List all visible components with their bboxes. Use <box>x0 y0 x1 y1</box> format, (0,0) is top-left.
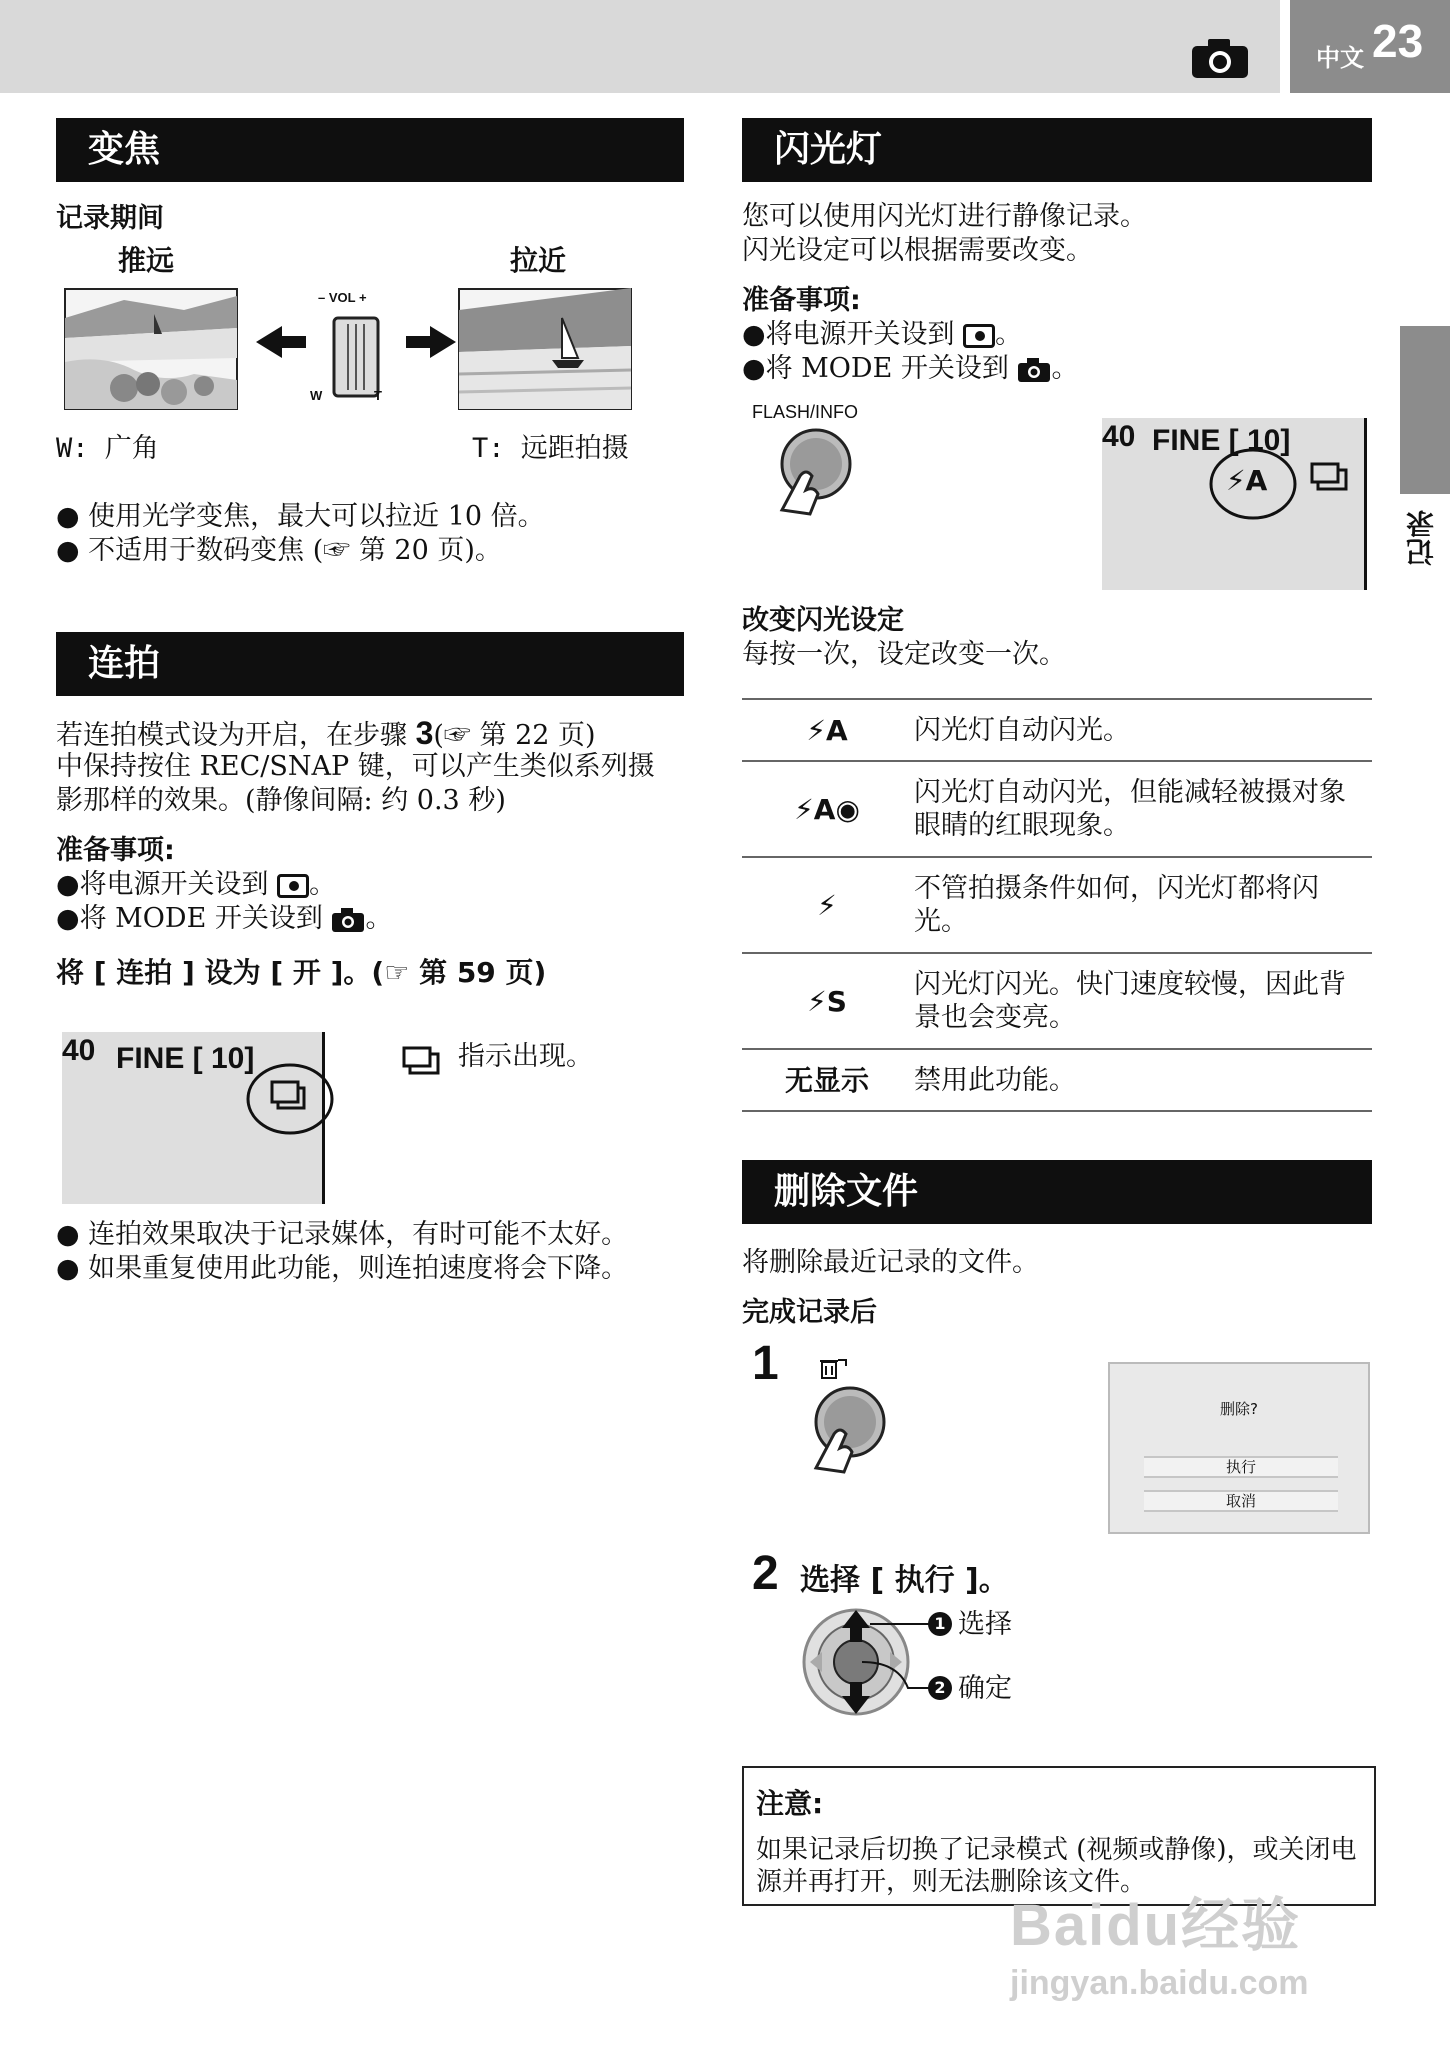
step-2-number: 2 <box>752 1547 779 1600</box>
camera-icon <box>1017 357 1051 383</box>
burst-intro-text-a: 若连拍模式设为开启，在步骤 <box>56 720 416 751</box>
flash-forced-icon: ⚡ <box>742 857 912 953</box>
burst-indicator-text: 指示出现。 <box>458 1041 593 1072</box>
lever-t-label: T <box>374 388 382 403</box>
during-recording-label: 记录期间 <box>56 203 164 234</box>
wide-caption: W: 广角 <box>56 433 159 464</box>
table-row <box>742 761 1372 857</box>
flash-prep-title: 准备事项: <box>742 285 861 316</box>
callout-confirm: 确定 <box>958 1673 1012 1704</box>
burst-instruction: 将 [ 连拍 ] 设为 [ 开 ]。(☞ 第 59 页) <box>56 956 547 989</box>
table-row <box>742 857 1372 953</box>
zoom-bullet-1-text: 使用光学变焦，最大可以拉近 10 倍。 <box>88 501 545 532</box>
burst-note-1: ● 连拍效果取决于记录媒体，有时可能不太好。 <box>56 1219 629 1250</box>
flash-mode-desc: 闪光灯自动闪光，但能减轻被摄对象眼睛的红眼现象。 <box>912 761 1372 857</box>
tele-caption: T: 远距拍摄 <box>472 433 629 464</box>
zoom-in-label: 拉近 <box>510 244 567 277</box>
burst-intro-line-3: 影那样的效果。(静像间隔: 约 0.3 秒) <box>56 785 506 816</box>
change-flash-desc: 每按一次，设定改变一次。 <box>742 639 1066 670</box>
record-mode-icon <box>277 874 309 898</box>
cancel-option[interactable]: 取消 <box>1144 1490 1338 1512</box>
delete-button[interactable] <box>804 1382 894 1482</box>
flash-mode-desc: 禁用此功能。 <box>912 1049 1372 1111</box>
language-label: 中文 <box>1316 44 1364 72</box>
change-flash-title: 改变闪光设定 <box>742 605 904 636</box>
delete-section-title: 删除文件 <box>742 1160 1372 1224</box>
burst-prep-2: ●将 MODE 开关设到 。 <box>56 903 393 934</box>
flash-intro-1: 您可以使用闪光灯进行静像记录。 <box>742 201 1147 232</box>
burst-mode-icon <box>402 1046 442 1076</box>
burst-prep-1-text: 将电源开关设到 <box>79 869 278 900</box>
burst-step-number: 3 <box>415 715 434 751</box>
lcd-flash-mode: ⚡A <box>1226 464 1268 497</box>
flash-prep-2: ●将 MODE 开关设到 。 <box>742 353 1079 384</box>
lcd-edge <box>1364 418 1367 590</box>
zoom-out-label: 推远 <box>118 244 175 277</box>
lcd-quality: FINE [ 10] <box>1152 424 1291 457</box>
flash-auto-icon: ⚡A <box>742 699 912 761</box>
lcd-counter: 40 <box>1102 420 1136 453</box>
flash-section-title: 闪光灯 <box>742 118 1372 182</box>
camera-icon <box>1190 36 1250 80</box>
after-recording-label: 完成记录后 <box>742 1297 877 1328</box>
burst-prep-title: 准备事项: <box>56 835 175 866</box>
burst-note-2-text: 如果重复使用此功能，则连拍速度将会下降。 <box>88 1253 629 1284</box>
burst-intro-line-1 <box>56 716 686 753</box>
flash-prep-1: ●将电源开关设到 。 <box>742 319 1023 350</box>
watermark-line-2: jingyan.baidu.com <box>1010 1964 1309 2002</box>
note-body: 如果记录后切换了记录模式 (视频或静像)，或关闭电源并再打开，则无法删除该文件。 <box>756 1835 1357 1897</box>
baidu-watermark <box>1010 1878 1308 2003</box>
flash-mode-desc: 闪光灯自动闪光。 <box>912 699 1372 761</box>
lever-w-label: W <box>310 388 323 403</box>
burst-intro-line-2: 中保持按住 REC/SNAP 键，可以产生类似系列摄 <box>56 751 655 782</box>
flash-redeye-icon: ⚡A◉ <box>742 761 912 857</box>
telephoto-scene-image <box>458 288 632 410</box>
delete-confirm-dialog <box>1108 1362 1370 1534</box>
flash-intro-2: 闪光设定可以根据需要改变。 <box>742 235 1093 266</box>
step-2-text: 选择 [ 执行 ]。 <box>800 1563 1009 1598</box>
page-number-box <box>1290 0 1450 93</box>
zoom-bullet-2-text: 不适用于数码变焦 (☞ 第 20 页)。 <box>88 535 502 566</box>
burst-section-title: 连拍 <box>56 632 684 696</box>
step-1-number: 1 <box>752 1337 779 1390</box>
lcd-quality: FINE [ 10] <box>116 1042 255 1075</box>
flash-prep-2-text: 将 MODE 开关设到 <box>765 353 1018 384</box>
burst-indicator-highlight <box>244 1062 336 1136</box>
note-title: 注意: <box>756 1787 824 1820</box>
zoom-bullet-1: ● 使用光学变焦，最大可以拉近 10 倍。 <box>56 501 545 532</box>
side-tab <box>1400 326 1450 494</box>
flash-mode-desc: 不管拍摄条件如何，闪光灯都将闪光。 <box>912 857 1372 953</box>
page-number: 23 <box>1372 15 1424 67</box>
zoom-bullet-2: ● 不适用于数码变焦 (☞ 第 20 页)。 <box>56 535 502 566</box>
flash-prep-1-text: 将电源开关设到 <box>765 319 964 350</box>
callout-number-1: 1 <box>928 1612 952 1636</box>
side-tab-label: 记录 <box>1405 510 1438 566</box>
camera-icon <box>331 907 365 933</box>
callout-number-2: 2 <box>928 1676 952 1700</box>
vol-label: – VOL + <box>318 290 367 305</box>
table-row <box>742 699 1372 761</box>
delete-desc: 将删除最近记录的文件。 <box>742 1247 1039 1278</box>
burst-note-2: ● 如果重复使用此功能，则连拍速度将会下降。 <box>56 1253 629 1284</box>
record-mode-icon <box>963 324 995 348</box>
delete-question: 删除? <box>1220 1400 1258 1418</box>
burst-mode-icon <box>1310 462 1350 492</box>
lcd-counter: 40 <box>62 1034 96 1067</box>
table-row <box>742 1049 1372 1111</box>
trash-icon <box>818 1356 848 1380</box>
burst-note-1-text: 连拍效果取决于记录媒体，有时可能不太好。 <box>88 1219 629 1250</box>
burst-prep-1: ●将电源开关设到 。 <box>56 869 337 900</box>
execute-option[interactable]: 执行 <box>1144 1456 1338 1478</box>
flash-off-label: 无显示 <box>742 1049 912 1111</box>
burst-prep-2-text: 将 MODE 开关设到 <box>79 903 332 934</box>
header-bar <box>0 0 1280 93</box>
wide-angle-scene-image <box>64 288 238 410</box>
callout-select: 选择 <box>958 1609 1012 1640</box>
zoom-section-title: 变焦 <box>56 118 684 182</box>
flash-slow-sync-icon: ⚡S <box>742 953 912 1049</box>
flash-info-button-label: FLASH/INFO <box>752 402 859 422</box>
flash-info-button[interactable] <box>770 424 860 524</box>
table-row <box>742 953 1372 1049</box>
flash-mode-desc: 闪光灯闪光。快门速度较慢，因此背景也会变亮。 <box>912 953 1372 1049</box>
watermark-line-1: Baidu经验 <box>1010 1893 1302 1958</box>
burst-intro-text-b: (☞ 第 22 页) <box>433 720 596 751</box>
flash-mode-table <box>742 698 1372 1112</box>
